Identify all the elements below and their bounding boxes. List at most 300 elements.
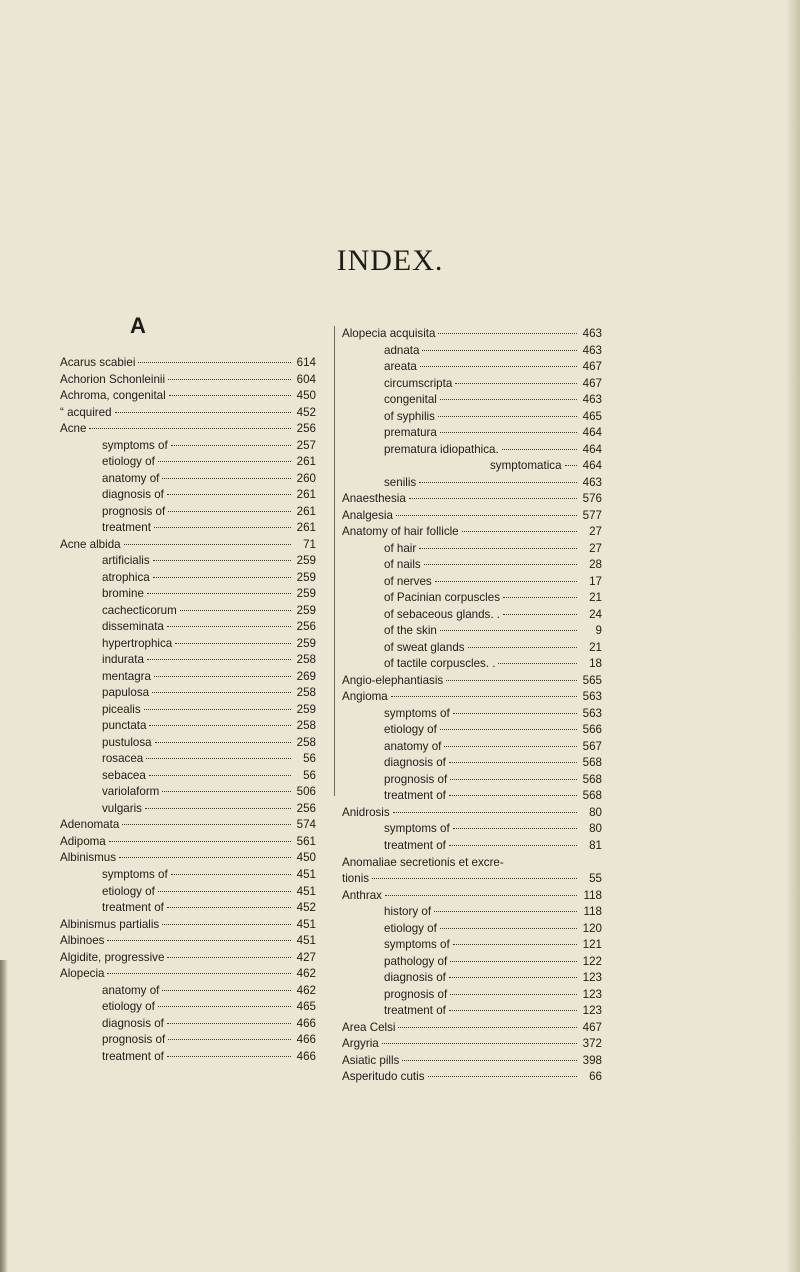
dot-leader bbox=[449, 1010, 577, 1011]
index-entry bbox=[342, 508, 602, 525]
index-entry bbox=[342, 392, 602, 409]
index-term: Anaesthesia bbox=[342, 492, 406, 506]
index-page-number: 576 bbox=[582, 492, 602, 506]
index-column-right bbox=[342, 326, 602, 1086]
index-term: diagnosis of bbox=[102, 488, 164, 502]
index-entry bbox=[342, 904, 602, 921]
index-page-number: 258 bbox=[296, 719, 316, 733]
dot-leader bbox=[153, 577, 291, 578]
index-term: artificialis bbox=[102, 554, 150, 568]
dot-leader bbox=[449, 977, 577, 978]
index-page-number: 259 bbox=[296, 603, 316, 617]
index-term: sebacea bbox=[102, 768, 146, 782]
index-term: adnata bbox=[384, 343, 420, 357]
index-page-number: 465 bbox=[582, 409, 602, 423]
index-term: symptoms of bbox=[384, 822, 450, 836]
index-entry bbox=[342, 1003, 602, 1020]
index-entry bbox=[342, 623, 602, 640]
index-entry bbox=[342, 425, 602, 442]
index-page-number: 259 bbox=[296, 554, 316, 568]
dot-leader bbox=[396, 515, 577, 516]
index-term: papulosa bbox=[102, 686, 150, 700]
index-term: Alopecia acquisita bbox=[342, 327, 436, 340]
index-entry bbox=[60, 438, 316, 455]
dot-leader bbox=[446, 680, 577, 681]
dot-leader bbox=[440, 928, 577, 929]
index-term: diagnosis of bbox=[384, 971, 446, 985]
index-term: prematura bbox=[384, 426, 437, 440]
dot-leader bbox=[449, 845, 577, 846]
index-entry bbox=[342, 475, 602, 492]
index-term: symptoms of bbox=[102, 867, 168, 881]
index-page-number: 261 bbox=[296, 521, 316, 535]
dot-leader bbox=[147, 659, 291, 660]
index-page-number: 568 bbox=[582, 789, 602, 803]
index-term: senilis bbox=[384, 475, 417, 489]
index-entry bbox=[342, 442, 602, 459]
index-term: of nerves bbox=[384, 574, 432, 588]
index-page-number: 24 bbox=[589, 607, 602, 621]
dot-leader bbox=[419, 482, 577, 483]
dot-leader bbox=[453, 944, 577, 945]
dot-leader bbox=[158, 891, 291, 892]
index-entry bbox=[60, 735, 316, 752]
dot-leader bbox=[422, 350, 577, 351]
index-term: Area Celsi bbox=[342, 1020, 396, 1034]
dot-leader bbox=[449, 795, 577, 796]
dot-leader bbox=[167, 626, 291, 627]
index-page-number: 66 bbox=[589, 1070, 602, 1084]
index-page-number: 577 bbox=[582, 508, 602, 522]
index-entry bbox=[342, 838, 602, 855]
index-page-number: 80 bbox=[589, 822, 602, 836]
index-term: Algidite, progressive bbox=[60, 950, 165, 964]
index-entry bbox=[60, 817, 316, 834]
index-page-number: 258 bbox=[296, 735, 316, 749]
index-entry bbox=[60, 603, 316, 620]
dot-leader bbox=[162, 990, 291, 991]
dot-leader bbox=[434, 911, 577, 912]
index-entry bbox=[60, 487, 316, 504]
index-entry bbox=[60, 966, 316, 983]
index-page-number: 614 bbox=[296, 356, 316, 369]
dot-leader bbox=[162, 478, 291, 479]
index-term: Achroma, congenital bbox=[60, 389, 166, 403]
index-page-number: 563 bbox=[582, 706, 602, 720]
index-entry bbox=[60, 504, 316, 521]
index-term: prognosis of bbox=[102, 1033, 166, 1047]
index-term: prematura idiopathica. bbox=[384, 442, 499, 456]
index-page-number: 55 bbox=[589, 872, 602, 886]
index-term: mentagra bbox=[102, 669, 151, 683]
index-term: rosacea bbox=[102, 752, 144, 766]
index-entry bbox=[342, 409, 602, 426]
index-column-left bbox=[60, 355, 316, 1065]
index-page-number: 122 bbox=[582, 954, 602, 968]
index-term: prognosis of bbox=[384, 987, 448, 1001]
index-term: etiology of bbox=[102, 1000, 155, 1014]
dot-leader bbox=[153, 560, 291, 561]
dot-leader bbox=[503, 597, 577, 598]
index-page-number: 452 bbox=[296, 901, 316, 915]
dot-leader bbox=[372, 878, 577, 879]
index-term: Acne albida bbox=[60, 537, 121, 551]
index-term: Argyria bbox=[342, 1037, 379, 1051]
index-entry bbox=[342, 607, 602, 624]
index-page-number: 269 bbox=[296, 669, 316, 683]
dot-leader bbox=[168, 1039, 291, 1040]
index-entry bbox=[342, 640, 602, 657]
dot-leader bbox=[420, 366, 577, 367]
dot-leader bbox=[145, 808, 291, 809]
index-entry bbox=[60, 537, 316, 554]
index-page-number: 71 bbox=[303, 537, 316, 551]
index-page-number: 259 bbox=[296, 702, 316, 716]
index-term: of tactile corpuscles. . bbox=[384, 657, 496, 671]
dot-leader bbox=[168, 511, 291, 512]
index-term: etiology of bbox=[102, 884, 155, 898]
index-term: treatment of bbox=[384, 1004, 446, 1018]
index-entry bbox=[60, 454, 316, 471]
dot-leader bbox=[155, 742, 291, 743]
index-page-number: 398 bbox=[582, 1053, 602, 1067]
index-term: of Pacinian corpuscles bbox=[384, 591, 500, 605]
index-page-number: 56 bbox=[303, 752, 316, 766]
index-term: diagnosis of bbox=[384, 756, 446, 770]
dot-leader bbox=[154, 527, 291, 528]
index-page-number: 464 bbox=[582, 442, 602, 456]
index-entry bbox=[60, 801, 316, 818]
index-page-number: 451 bbox=[296, 867, 316, 881]
dot-leader bbox=[450, 779, 577, 780]
index-term: Albinismus partialis bbox=[60, 917, 160, 931]
index-term: picealis bbox=[102, 702, 141, 716]
dot-leader bbox=[438, 416, 577, 417]
index-entry bbox=[60, 471, 316, 488]
dot-leader bbox=[167, 494, 291, 495]
index-page-number: 463 bbox=[582, 475, 602, 489]
index-entry bbox=[342, 888, 602, 905]
index-entry bbox=[60, 768, 316, 785]
index-term: treatment of bbox=[102, 1049, 164, 1063]
dot-leader bbox=[119, 857, 291, 858]
index-entry bbox=[60, 999, 316, 1016]
dot-leader bbox=[391, 696, 577, 697]
index-term: of sweat glands bbox=[384, 640, 465, 654]
index-page-number: 258 bbox=[296, 686, 316, 700]
index-term: anatomy of bbox=[102, 471, 160, 485]
index-term: symptoms of bbox=[102, 438, 168, 452]
index-entry bbox=[60, 1049, 316, 1066]
index-term: areata bbox=[384, 360, 417, 374]
index-entry bbox=[342, 326, 602, 343]
index-entry bbox=[342, 788, 602, 805]
index-page-number: 123 bbox=[582, 1004, 602, 1018]
index-page-number: 17 bbox=[589, 574, 602, 588]
dot-leader bbox=[444, 746, 577, 747]
dot-leader bbox=[462, 531, 577, 532]
index-entry bbox=[342, 706, 602, 723]
index-entry bbox=[60, 372, 316, 389]
index-entry bbox=[342, 739, 602, 756]
index-entry bbox=[60, 405, 316, 422]
dot-leader bbox=[169, 395, 291, 396]
dot-leader bbox=[138, 362, 291, 363]
index-term: “ acquired bbox=[60, 405, 112, 419]
index-page-number: 261 bbox=[296, 488, 316, 502]
dot-leader bbox=[502, 449, 577, 450]
index-entry bbox=[342, 590, 602, 607]
index-term: circumscripta bbox=[384, 376, 453, 390]
page-edge-shadow bbox=[786, 0, 800, 1272]
index-page-number: 372 bbox=[582, 1037, 602, 1051]
dot-leader bbox=[146, 758, 291, 759]
index-page-number: 463 bbox=[582, 327, 602, 340]
index-page-number: 256 bbox=[296, 620, 316, 634]
index-page-number: 450 bbox=[296, 389, 316, 403]
index-term: pustulosa bbox=[102, 735, 152, 749]
index-entry bbox=[60, 388, 316, 405]
index-entry bbox=[60, 570, 316, 587]
index-entry bbox=[60, 950, 316, 967]
index-entry bbox=[60, 553, 316, 570]
index-page-number: 256 bbox=[296, 801, 316, 815]
index-entry bbox=[342, 1053, 602, 1070]
index-page-number: 451 bbox=[296, 934, 316, 948]
dot-leader bbox=[398, 1027, 577, 1028]
index-page-number: 28 bbox=[589, 558, 602, 572]
index-page-number: 261 bbox=[296, 504, 316, 518]
index-term: of hair bbox=[384, 541, 417, 555]
dot-leader bbox=[503, 614, 577, 615]
index-page-number: 123 bbox=[582, 971, 602, 985]
index-entry bbox=[342, 491, 602, 508]
index-term: of the skin bbox=[384, 624, 437, 638]
index-entry bbox=[342, 541, 602, 558]
index-term: history of bbox=[384, 905, 432, 919]
dot-leader bbox=[167, 1023, 291, 1024]
index-term: treatment of bbox=[102, 901, 164, 915]
index-entry bbox=[342, 987, 602, 1004]
index-page-number: 450 bbox=[296, 851, 316, 865]
index-page-number: 259 bbox=[296, 636, 316, 650]
index-term: Acne bbox=[60, 422, 87, 436]
index-term: pathology of bbox=[384, 954, 448, 968]
index-page-number: 121 bbox=[582, 938, 602, 952]
index-entry bbox=[342, 1069, 602, 1086]
index-term: punctata bbox=[102, 719, 147, 733]
dot-leader bbox=[158, 461, 291, 462]
index-entry bbox=[342, 376, 602, 393]
index-page-number: 463 bbox=[582, 393, 602, 407]
dot-leader bbox=[382, 1043, 577, 1044]
index-entry bbox=[342, 755, 602, 772]
index-entry bbox=[60, 652, 316, 669]
column-divider bbox=[334, 326, 335, 796]
index-page-number: 259 bbox=[296, 570, 316, 584]
index-term: etiology of bbox=[102, 455, 155, 469]
index-entry bbox=[60, 917, 316, 934]
index-page-number: 465 bbox=[296, 1000, 316, 1014]
dot-leader bbox=[565, 465, 577, 466]
dot-leader bbox=[455, 383, 577, 384]
index-page-number: 462 bbox=[296, 967, 316, 981]
dot-leader bbox=[450, 994, 577, 995]
index-entry bbox=[342, 343, 602, 360]
dot-leader bbox=[438, 333, 577, 334]
index-page-number: 258 bbox=[296, 653, 316, 667]
index-entry bbox=[60, 636, 316, 653]
index-entry bbox=[60, 1032, 316, 1049]
index-entry bbox=[342, 871, 602, 888]
index-term: etiology of bbox=[384, 723, 437, 737]
index-page-number: 256 bbox=[296, 422, 316, 436]
index-page-number: 120 bbox=[582, 921, 602, 935]
index-entry bbox=[342, 937, 602, 954]
dot-leader bbox=[449, 762, 577, 763]
index-term: indurata bbox=[102, 653, 144, 667]
dot-leader bbox=[122, 824, 291, 825]
dot-leader bbox=[89, 428, 291, 429]
dot-leader bbox=[393, 812, 577, 813]
index-entry bbox=[342, 524, 602, 541]
index-entry bbox=[60, 520, 316, 537]
dot-leader bbox=[453, 828, 577, 829]
index-entry bbox=[60, 1016, 316, 1033]
index-entry bbox=[60, 884, 316, 901]
index-entry bbox=[342, 1020, 602, 1037]
index-term: hypertrophica bbox=[102, 636, 173, 650]
dot-leader bbox=[107, 973, 291, 974]
dot-leader bbox=[152, 692, 291, 693]
index-page-number: 464 bbox=[582, 426, 602, 440]
index-page-number: 27 bbox=[589, 541, 602, 555]
index-page-number: 568 bbox=[582, 756, 602, 770]
dot-leader bbox=[453, 713, 577, 714]
dot-leader bbox=[428, 1076, 578, 1077]
index-page-number: 259 bbox=[296, 587, 316, 601]
index-entry bbox=[342, 954, 602, 971]
dot-leader bbox=[168, 379, 291, 380]
index-entry bbox=[60, 933, 316, 950]
index-page-number: 18 bbox=[589, 657, 602, 671]
index-term: etiology of bbox=[384, 921, 437, 935]
index-term: symptoms of bbox=[384, 706, 450, 720]
index-entry bbox=[60, 850, 316, 867]
dot-leader bbox=[180, 610, 291, 611]
index-term: Albinoes bbox=[60, 934, 105, 948]
dot-leader bbox=[435, 581, 577, 582]
dot-leader bbox=[385, 895, 577, 896]
index-term: of nails bbox=[384, 558, 421, 572]
dot-leader bbox=[158, 1006, 291, 1007]
dot-leader bbox=[167, 1056, 291, 1057]
dot-leader bbox=[162, 791, 291, 792]
dot-leader bbox=[162, 924, 291, 925]
index-entry bbox=[60, 983, 316, 1000]
dot-leader bbox=[149, 775, 291, 776]
index-entry bbox=[342, 921, 602, 938]
dot-leader bbox=[402, 1060, 577, 1061]
index-entry bbox=[342, 574, 602, 591]
index-term: congenital bbox=[384, 393, 437, 407]
index-page-number: 452 bbox=[296, 405, 316, 419]
dot-leader bbox=[154, 676, 291, 677]
index-page-number: 118 bbox=[583, 905, 602, 919]
index-entry bbox=[342, 1036, 602, 1053]
index-term: symptomatica bbox=[490, 459, 562, 473]
index-term: Angioma bbox=[342, 690, 388, 704]
page-title: INDEX. bbox=[336, 244, 444, 277]
dot-leader bbox=[149, 725, 291, 726]
index-page-number: 466 bbox=[296, 1049, 316, 1063]
index-page-number: 462 bbox=[296, 983, 316, 997]
dot-leader bbox=[450, 961, 577, 962]
index-page-number: 123 bbox=[582, 987, 602, 1001]
index-page-number: 427 bbox=[296, 950, 316, 964]
dot-leader bbox=[107, 940, 291, 941]
index-term: treatment of bbox=[384, 838, 446, 852]
index-term: bromine bbox=[102, 587, 144, 601]
dot-leader bbox=[409, 498, 577, 499]
index-term: of sebaceous glands. . bbox=[384, 607, 501, 621]
index-page-number: 463 bbox=[582, 343, 602, 357]
dot-leader bbox=[144, 709, 291, 710]
index-entry bbox=[342, 689, 602, 706]
index-page-number: 56 bbox=[303, 768, 316, 782]
index-term: Analgesia bbox=[342, 508, 393, 522]
index-entry bbox=[342, 359, 602, 376]
index-entry bbox=[60, 586, 316, 603]
index-page-number: 466 bbox=[296, 1016, 316, 1030]
index-term: anatomy of bbox=[384, 739, 442, 753]
index-term: cachecticorum bbox=[102, 603, 177, 617]
index-entry bbox=[342, 557, 602, 574]
index-term: treatment of bbox=[384, 789, 446, 803]
index-entry bbox=[60, 751, 316, 768]
index-term: diagnosis of bbox=[102, 1016, 164, 1030]
index-page-number: 566 bbox=[582, 723, 602, 737]
index-term: of syphilis bbox=[384, 409, 435, 423]
dot-leader bbox=[440, 729, 577, 730]
index-page-number: 604 bbox=[296, 372, 316, 386]
index-page-number: 464 bbox=[582, 459, 602, 473]
index-entry bbox=[342, 805, 602, 822]
index-page-number: 27 bbox=[589, 525, 602, 539]
index-entry bbox=[342, 458, 602, 475]
index-page-number: 261 bbox=[296, 455, 316, 469]
index-page-number: 506 bbox=[296, 785, 316, 799]
index-term: symptoms of bbox=[384, 938, 450, 952]
index-term: Anidrosis bbox=[342, 805, 390, 819]
index-page-number: 21 bbox=[589, 640, 602, 654]
index-entry bbox=[60, 421, 316, 438]
index-entry bbox=[342, 772, 602, 789]
dot-leader bbox=[167, 957, 291, 958]
index-term: Alopecia bbox=[60, 967, 105, 981]
page-edge-shadow-left bbox=[0, 960, 8, 1272]
index-term: treatment bbox=[102, 521, 151, 535]
dot-leader bbox=[440, 630, 577, 631]
index-term: Adenomata bbox=[60, 818, 120, 832]
index-page-number: 565 bbox=[582, 673, 602, 687]
index-term: Asperitudo cutis bbox=[342, 1070, 425, 1084]
dot-leader bbox=[498, 663, 577, 664]
index-term: Asiatic pills bbox=[342, 1053, 400, 1067]
index-entry bbox=[60, 900, 316, 917]
dot-leader bbox=[167, 907, 291, 908]
index-page-number: 451 bbox=[296, 917, 316, 931]
